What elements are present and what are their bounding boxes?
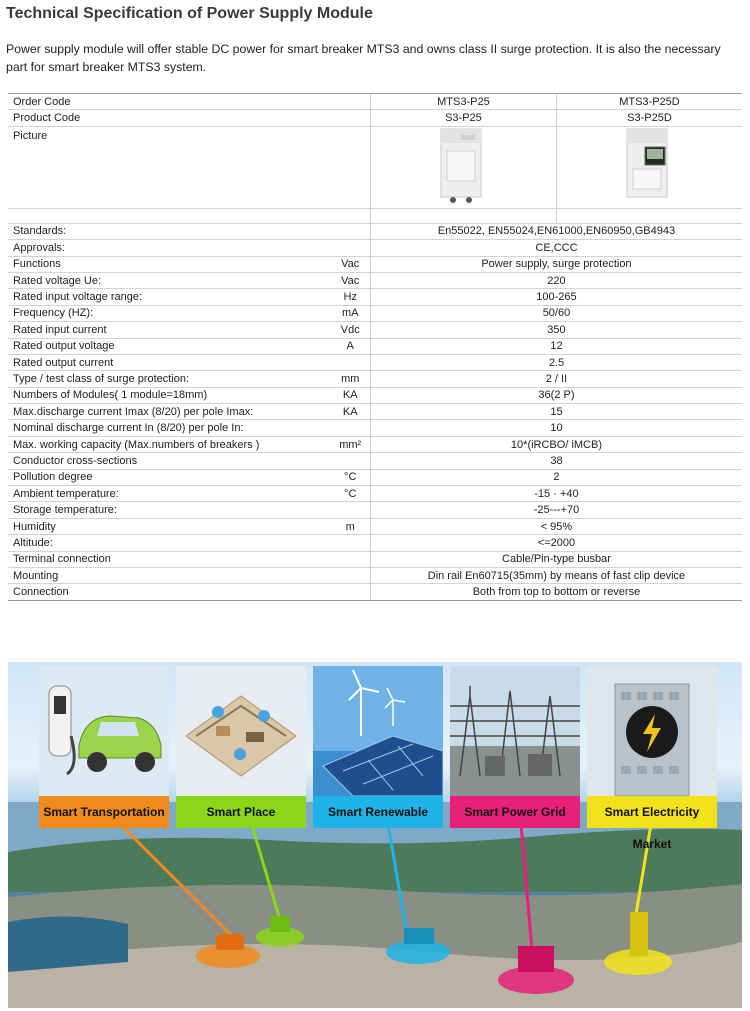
spec-unit: KA <box>331 404 371 420</box>
spec-label: Numbers of Modules( 1 module=18mm) <box>8 387 331 403</box>
table-row <box>8 502 742 518</box>
spec-label: Ambient temperature: <box>8 486 331 502</box>
spec-value: Both from top to bottom or reverse <box>370 584 742 600</box>
table-row <box>8 322 742 338</box>
spec-label: Functions <box>8 256 331 272</box>
spec-label: Approvals: <box>8 240 331 256</box>
substation-illustration <box>450 666 580 796</box>
spec-value: 36(2 P) <box>370 387 742 403</box>
spec-unit <box>331 584 371 600</box>
spec-unit <box>331 535 371 551</box>
order-code-value: MTS3-P25 <box>370 94 556 110</box>
table-row <box>8 584 742 600</box>
table-row <box>8 338 742 354</box>
spec-unit: KA <box>331 387 371 403</box>
spec-value: En55022, EN55024,EN61000,EN60950,GB4943 <box>370 223 742 239</box>
spec-unit: mA <box>331 305 371 321</box>
spec-label: Altitude: <box>8 535 331 551</box>
spec-value: 2 / II <box>370 371 742 387</box>
product-code-value: S3-P25D <box>556 110 742 126</box>
car-icon <box>216 934 244 950</box>
spec-value: 38 <box>370 453 742 469</box>
spec-unit <box>331 354 371 370</box>
panel-smart-power-grid <box>450 666 580 826</box>
spec-table <box>8 93 742 601</box>
panel-label: Smart Electricity Market <box>587 796 717 828</box>
spec-label: Rated output current <box>8 354 331 370</box>
spec-value: 15 <box>370 404 742 420</box>
spec-label: Max.discharge current Imax (8/20) per pole Imax: <box>8 404 331 420</box>
table-row <box>8 453 742 469</box>
order-code-label: Order Code <box>8 94 331 110</box>
spec-label: Terminal connection <box>8 551 331 567</box>
spec-label: Rated input voltage range: <box>8 289 331 305</box>
spec-label: Standards: <box>8 223 331 239</box>
renewable-illustration <box>313 666 443 796</box>
table-row <box>8 371 742 387</box>
spec-unit: Vdc <box>331 322 371 338</box>
spec-value: 220 <box>370 272 742 288</box>
spec-label: Nominal discharge current In (8/20) per pole In: <box>8 420 331 436</box>
spec-value: <=2000 <box>370 535 742 551</box>
spec-label: Type / test class of surge protection: <box>8 371 331 387</box>
spec-value: -15 · +40 <box>370 486 742 502</box>
table-row <box>8 387 742 403</box>
product-image-mts3-p25 <box>433 127 493 205</box>
spec-value: 10*(iRCBO/ iMCB) <box>370 436 742 452</box>
order-code-value: MTS3-P25D <box>556 94 742 110</box>
spec-value: -25---+70 <box>370 502 742 518</box>
tower-icon <box>630 912 648 956</box>
panel-smart-renewable <box>313 666 443 826</box>
spec-label: Conductor cross-sections <box>8 453 331 469</box>
factory-icon <box>518 946 554 972</box>
table-row <box>8 223 742 239</box>
spec-unit: mm² <box>331 436 371 452</box>
spec-label: Storage temperature: <box>8 502 331 518</box>
spec-label: Humidity <box>8 518 331 534</box>
spec-label: Pollution degree <box>8 469 331 485</box>
table-row <box>8 126 742 208</box>
spec-value: Din rail En60715(35mm) by means of fast clip device <box>370 567 742 583</box>
house-icon <box>270 916 290 932</box>
table-row <box>8 486 742 502</box>
market-building-illustration <box>587 666 717 796</box>
spec-value: 50/60 <box>370 305 742 321</box>
panel-smart-transportation <box>39 666 169 826</box>
product-image-mts3-p25d <box>619 127 679 205</box>
spec-unit <box>331 567 371 583</box>
table-row <box>8 518 742 534</box>
spec-unit <box>331 240 371 256</box>
spec-label: Mounting <box>8 567 331 583</box>
spec-value: 2 <box>370 469 742 485</box>
product-code-value: S3-P25 <box>370 110 556 126</box>
spec-unit <box>331 502 371 518</box>
table-row <box>8 535 742 551</box>
spec-value: 10 <box>370 420 742 436</box>
picture-label: Picture <box>8 126 331 208</box>
spec-unit: mm <box>331 371 371 387</box>
smart-grid-banner <box>8 662 742 1008</box>
panel-label: Smart Transportation <box>39 796 169 828</box>
spec-unit <box>331 223 371 239</box>
panel-label: Smart Renewable <box>313 796 443 828</box>
spec-value: < 95% <box>370 518 742 534</box>
table-row <box>8 208 742 223</box>
car-charger-illustration <box>39 666 169 796</box>
table-row <box>8 94 742 110</box>
table-row <box>8 256 742 272</box>
spec-label: Rated output voltage <box>8 338 331 354</box>
product-code-label: Product Code <box>8 110 331 126</box>
table-row <box>8 305 742 321</box>
table-row <box>8 469 742 485</box>
table-row <box>8 240 742 256</box>
table-row <box>8 420 742 436</box>
spec-unit <box>331 420 371 436</box>
spec-unit: Vac <box>331 272 371 288</box>
panel-label: Smart Place <box>176 796 306 828</box>
spec-value: 100-265 <box>370 289 742 305</box>
solar-panel-icon <box>404 928 434 944</box>
spec-label: Rated voltage Ue: <box>8 272 331 288</box>
table-row <box>8 272 742 288</box>
table-row <box>8 567 742 583</box>
table-row <box>8 110 742 126</box>
spec-unit: A <box>331 338 371 354</box>
panel-smart-electricity-market <box>587 666 717 851</box>
spec-unit: m <box>331 518 371 534</box>
spec-unit <box>331 453 371 469</box>
table-row <box>8 354 742 370</box>
spec-value: 12 <box>370 338 742 354</box>
intro-paragraph: Power supply module will offer stable DC power for smart breaker MTS3 and owns class II surge protection. It is also the necessary part for smart breaker MTS3 system. <box>6 42 721 74</box>
table-row <box>8 551 742 567</box>
spec-unit: °C <box>331 469 371 485</box>
table-row <box>8 436 742 452</box>
panel-label: Smart Power Grid <box>450 796 580 828</box>
spec-value: Cable/Pin-type busbar <box>370 551 742 567</box>
smart-home-illustration <box>176 666 306 796</box>
spec-value: CE,CCC <box>370 240 742 256</box>
spec-unit: Hz <box>331 289 371 305</box>
spec-label: Rated input current <box>8 322 331 338</box>
spec-value: 350 <box>370 322 742 338</box>
table-row <box>8 289 742 305</box>
spec-label: Connection <box>8 584 331 600</box>
spec-value: 2.5 <box>370 354 742 370</box>
spec-unit: °C <box>331 486 371 502</box>
spec-unit <box>331 551 371 567</box>
spec-label: Frequency (HZ): <box>8 305 331 321</box>
panel-smart-place <box>176 666 306 826</box>
spec-unit: Vac <box>331 256 371 272</box>
page-title: Technical Specification of Power Supply Module <box>6 5 373 22</box>
spec-value: Power supply, surge protection <box>370 256 742 272</box>
table-row <box>8 404 742 420</box>
spec-label: Max. working capacity (Max.numbers of breakers ) <box>8 436 331 452</box>
